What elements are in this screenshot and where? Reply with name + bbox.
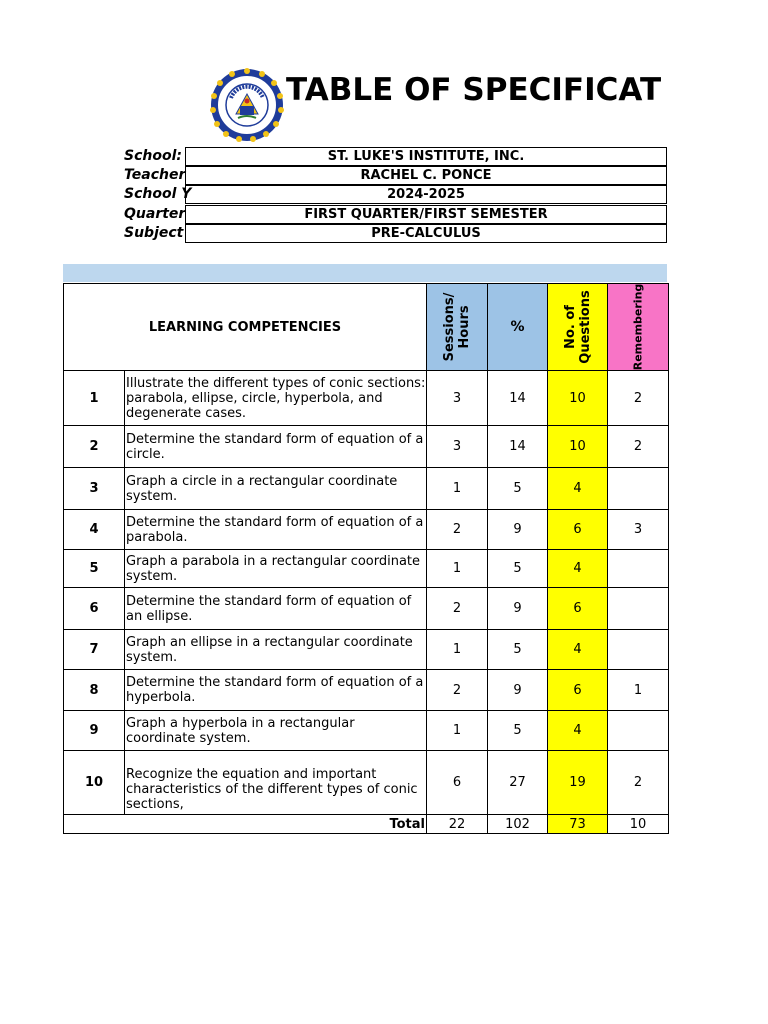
row-number: 6 (64, 588, 125, 630)
row-number: 3 (64, 468, 125, 510)
total-hours: 22 (427, 815, 488, 834)
competency-text: Determine the standard form of equation of an ellipse. (125, 588, 427, 630)
hours-cell: 2 (427, 588, 488, 630)
remembering-cell (608, 630, 669, 670)
sessions-header-text: Sessions/ Hours (442, 292, 472, 362)
percent-cell: 5 (488, 711, 548, 751)
total-row (64, 815, 669, 834)
competency-text: Determine the standard form of equation of a parabola. (125, 510, 427, 550)
questions-cell: 10 (548, 426, 608, 468)
questions-cell: 4 (548, 711, 608, 751)
questions-cell: 19 (548, 751, 608, 815)
questions-cell: 10 (548, 371, 608, 426)
percent-cell: 5 (488, 630, 548, 670)
specification-table (63, 283, 669, 834)
percent-cell: 9 (488, 670, 548, 711)
subject-label: Subject (124, 225, 184, 241)
remembering-cell (608, 550, 669, 588)
total-questions: 73 (548, 815, 608, 834)
total-percent: 102 (488, 815, 548, 834)
teacher-label: Teacher (124, 167, 186, 183)
questions-cell: 6 (548, 588, 608, 630)
hours-cell: 1 (427, 711, 488, 751)
school-label: School: (124, 148, 182, 164)
remembering-cell (608, 588, 669, 630)
remembering-cell: 2 (608, 426, 669, 468)
competency-text: Graph a parabola in a rectangular coordinate system. (125, 550, 427, 588)
teacher-value: RACHEL C. PONCE (185, 166, 667, 185)
competencies-header: LEARNING COMPETENCIES (64, 284, 427, 371)
remembering-cell (608, 711, 669, 751)
questions-cell: 6 (548, 670, 608, 711)
row-number: 1 (64, 371, 125, 426)
competency-text: Determine the standard form of equation of a circle. (125, 426, 427, 468)
row-number: 2 (64, 426, 125, 468)
hours-cell: 1 (427, 630, 488, 670)
hours-cell: 1 (427, 550, 488, 588)
row-number: 9 (64, 711, 125, 751)
table-row (64, 426, 669, 468)
total-label: Total (64, 815, 427, 834)
competency-text: Determine the standard form of equation of a hyperbola. (125, 670, 427, 711)
remembering-cell (608, 468, 669, 510)
table-header-row (64, 284, 669, 371)
subject-value: PRE-CALCULUS (185, 224, 667, 243)
questions-cell: 4 (548, 630, 608, 670)
percent-cell: 9 (488, 510, 548, 550)
table-row (64, 588, 669, 630)
hours-cell: 3 (427, 426, 488, 468)
questions-cell: 6 (548, 510, 608, 550)
total-remembering: 10 (608, 815, 669, 834)
questions-cell: 4 (548, 468, 608, 510)
hours-cell: 3 (427, 371, 488, 426)
percent-cell: 5 (488, 468, 548, 510)
hours-cell: 2 (427, 510, 488, 550)
school-value: ST. LUKE'S INSTITUTE, INC. (185, 147, 667, 166)
school-seal-logo (210, 68, 284, 142)
school-year-value: 2024-2025 (185, 185, 667, 204)
quarter-value: FIRST QUARTER/FIRST SEMESTER (185, 205, 667, 224)
table-row (64, 550, 669, 588)
remembering-cell: 1 (608, 670, 669, 711)
percent-cell: 14 (488, 371, 548, 426)
questions-header (548, 284, 608, 371)
header-band (63, 264, 667, 282)
competency-text: Graph a circle in a rectangular coordinate system. (125, 468, 427, 510)
percent-cell: 5 (488, 550, 548, 588)
remembering-cell: 2 (608, 751, 669, 815)
quarter-label: Quarter (124, 206, 186, 222)
questions-header-text: No. of Questions (562, 290, 593, 364)
remembering-header (608, 284, 669, 371)
hours-cell: 1 (427, 468, 488, 510)
percent-header: % (488, 284, 548, 371)
hours-cell: 6 (427, 751, 488, 815)
remembering-cell: 2 (608, 371, 669, 426)
table-row (64, 371, 669, 426)
row-number: 10 (64, 751, 125, 815)
competency-text: Illustrate the different types of conic sections: parabola, ellipse, circle, hyperbola, and degenerate cases. (125, 371, 427, 426)
table-row (64, 711, 669, 751)
table-row (64, 630, 669, 670)
competency-text: Graph a hyperbola in a rectangular coordinate system. (125, 711, 427, 751)
document-title: TABLE OF SPECIFICAT (286, 72, 662, 108)
sessions-header (427, 284, 488, 371)
remembering-cell: 3 (608, 510, 669, 550)
questions-cell: 4 (548, 550, 608, 588)
hours-cell: 2 (427, 670, 488, 711)
row-number: 7 (64, 630, 125, 670)
row-number: 4 (64, 510, 125, 550)
percent-cell: 14 (488, 426, 548, 468)
competency-text: Graph an ellipse in a rectangular coordinate system. (125, 630, 427, 670)
school-year-label: School Y (124, 186, 192, 202)
percent-cell: 9 (488, 588, 548, 630)
table-row (64, 751, 669, 815)
remembering-header-text: Remembering (631, 283, 645, 371)
table-row (64, 670, 669, 711)
percent-cell: 27 (488, 751, 548, 815)
competency-text: Recognize the equation and important characteristics of the different types of conic sections, (125, 751, 427, 815)
table-row (64, 510, 669, 550)
row-number: 5 (64, 550, 125, 588)
row-number: 8 (64, 670, 125, 711)
table-row (64, 468, 669, 510)
